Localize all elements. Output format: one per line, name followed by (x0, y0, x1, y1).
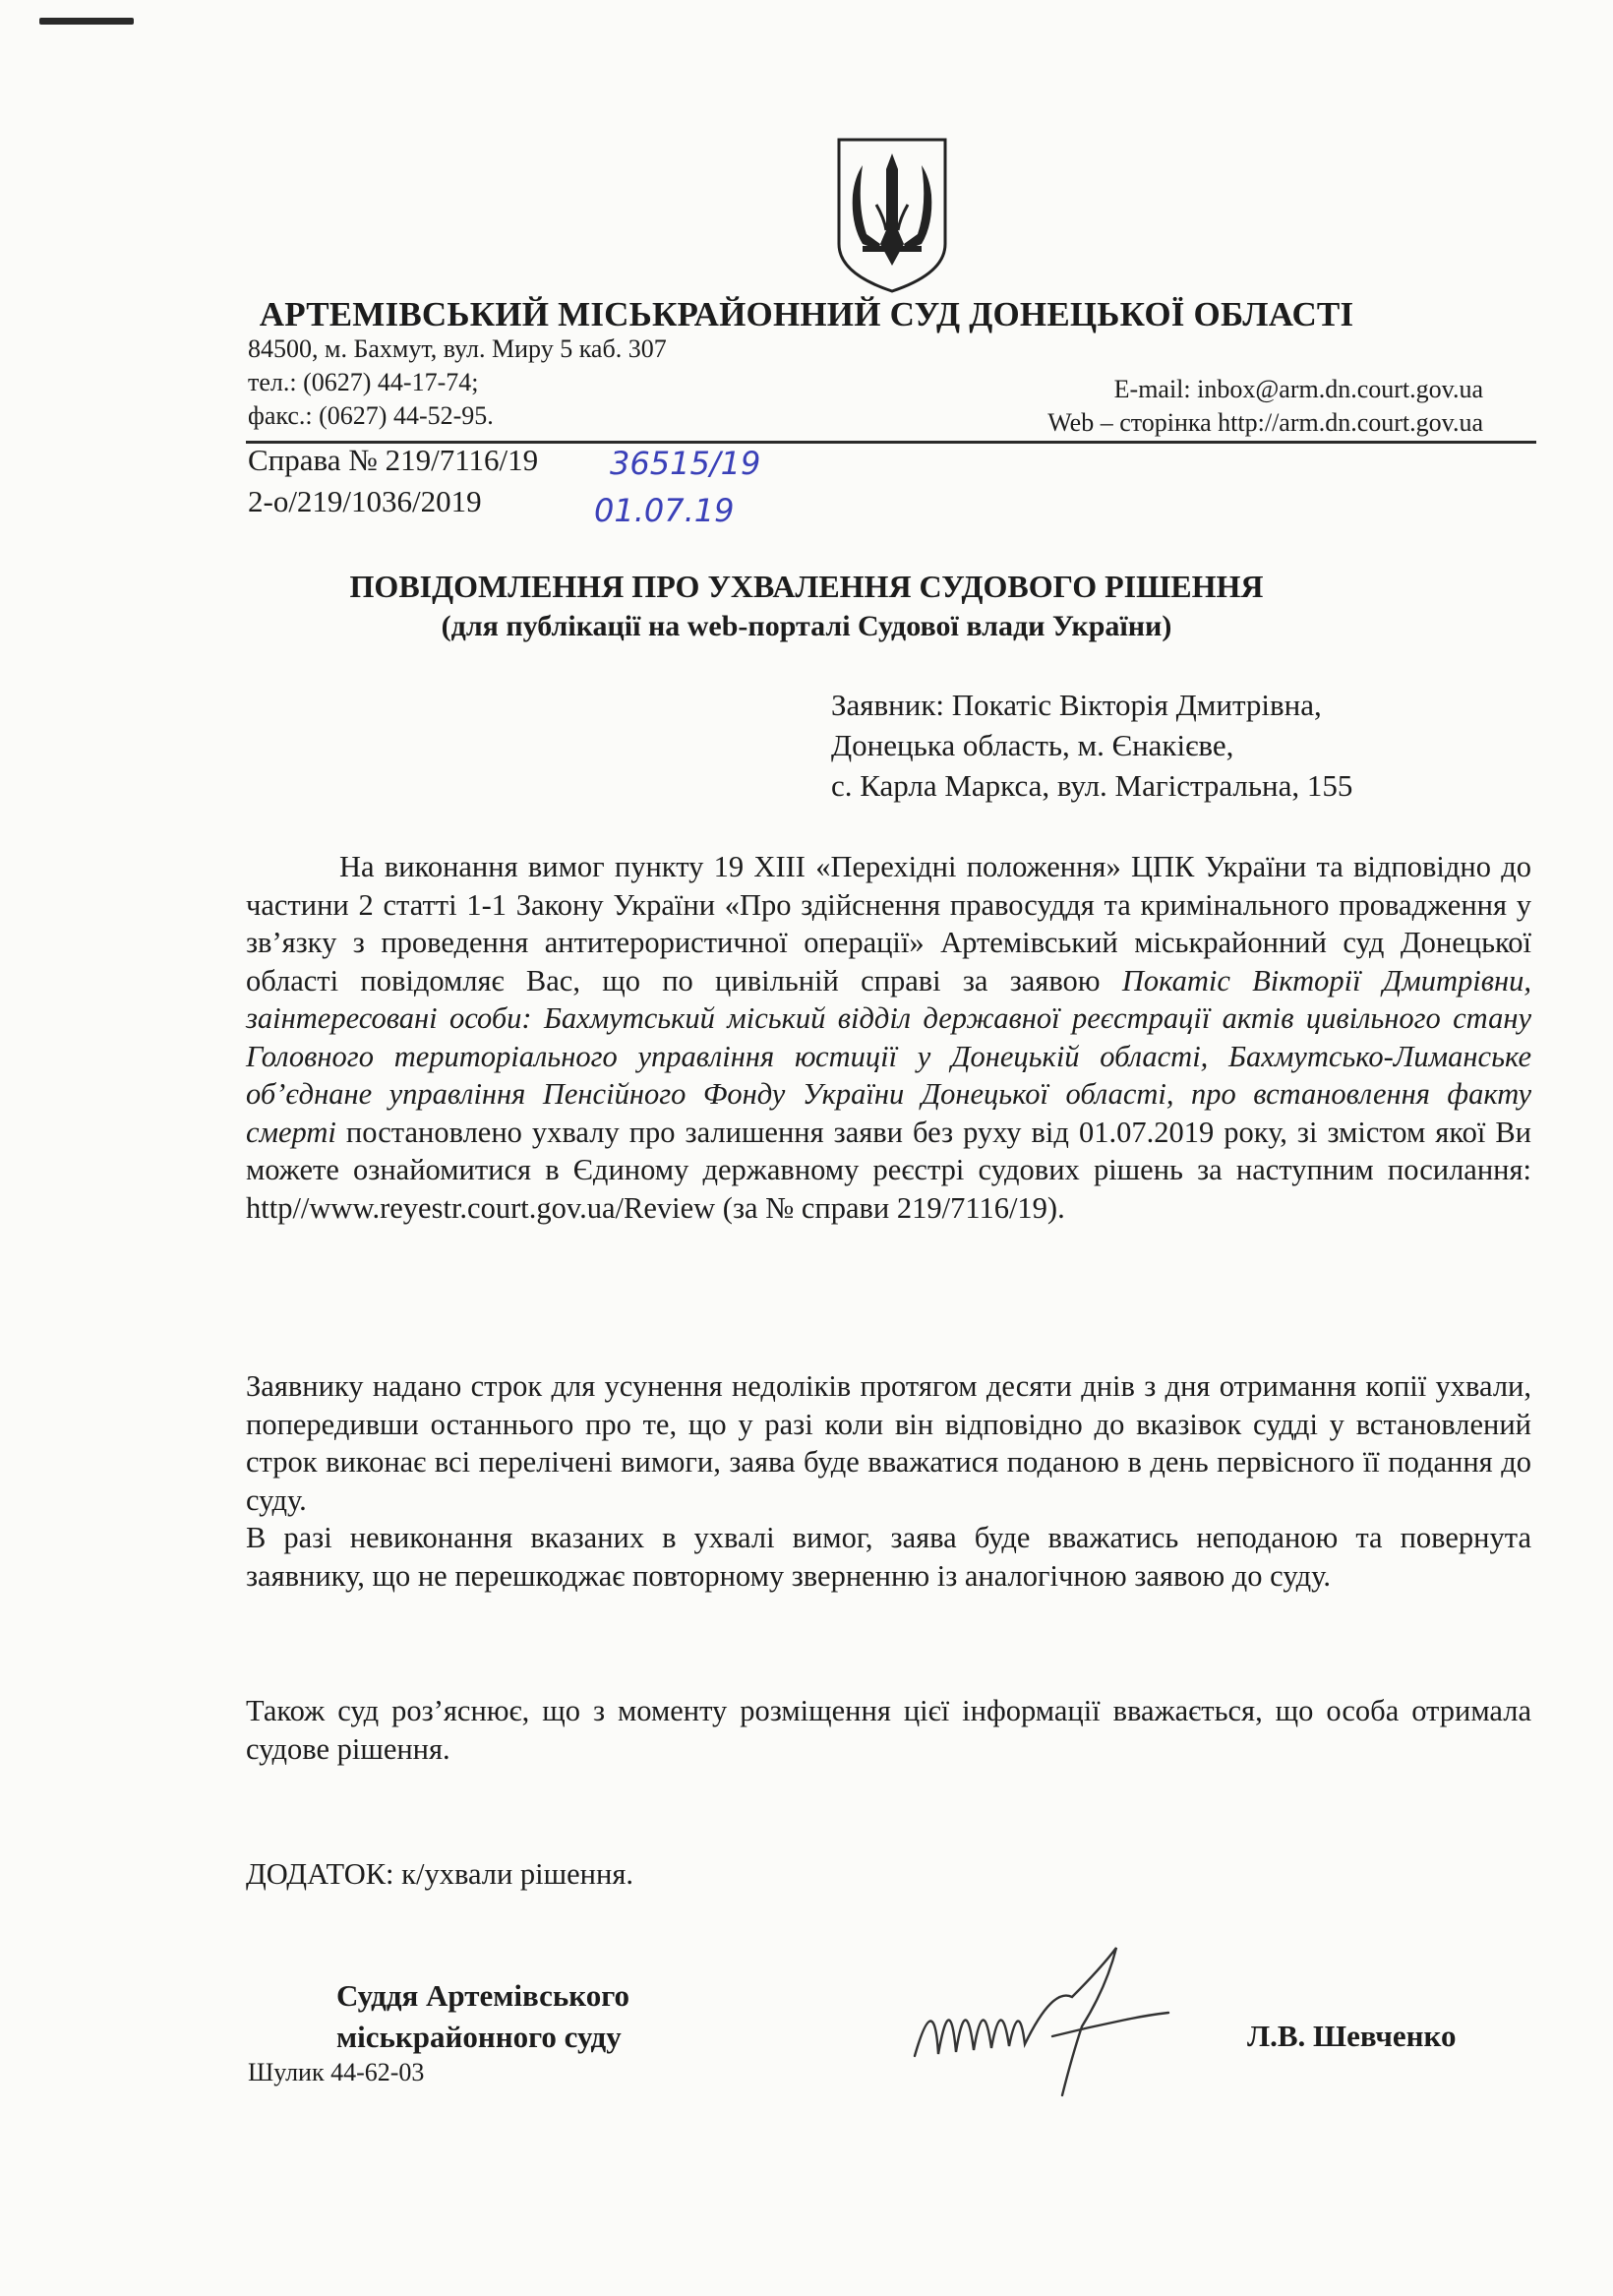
court-website: Web – сторінка http://arm.dn.court.gov.ua (1047, 408, 1483, 437)
body-paragraph-1 (246, 848, 1531, 1227)
body-paragraph-2 (246, 1367, 1531, 1595)
body-text: постановлено ухвалу про залишення заяви без руху від 01.07.2019 року, зі змістом якої Ви можете ознайомитися в Єдиному державному реєстрі судових рішень за наступним посилання: http//www.reyestr.court.gov.ua/Review (за № справи 219/7116/19). (246, 1115, 1531, 1225)
body-text: На виконання вимог пункту 19 ХIII «Перехідні положення» ЦПК України та відповідно до частини 2 статті 1-1 Закону України «Про здійснення правосуддя та кримінального провадження у зв’язку з проведення антитерористичної операції» Артемівський міськрайонний суд Донецької області повідомляє Вас, що по цивільній справі за заявою (246, 850, 1531, 997)
court-phone: тел.: (0627) 44-17-74; (248, 368, 479, 396)
applicant-address: с. Карла Маркса, вул. Магістральна, 155 (831, 768, 1353, 803)
judge-title-line-2: міськрайонного суду (336, 2020, 622, 2054)
notice-title: ПОВІДОМЛЕННЯ ПРО УХВАЛЕННЯ СУДОВОГО РІШЕННЯ (349, 569, 1264, 604)
attachment-line (246, 1855, 1531, 1894)
case-parties-text: Покатіс Вікторії Дмитрівни, заінтересовані особи: Бахмутський міський відділ державної реєстрації актів цивільного стану Головного територіального управління юстиції у Донецькій області, Бахмутсько-Лиманське об’єднане управління Пенсійного Фонду України Донецької області, про встановлення факту смерті (246, 963, 1531, 1149)
court-address: 84500, м. Бахмут, вул. Миру 5 каб. 307 (248, 334, 667, 363)
judge-name: Л.В. Шевченко (1247, 2019, 1457, 2053)
scan-mark (39, 18, 134, 25)
deadline-text: Заявнику надано строк для усунення недоліків протягом десяти днів з дня отримання копії ухвали, попередивши останнього про те, що у разі коли він відповідно до вказівок судді у встановлений строк виконає всі перелічені вимоги, заява буде вважатися поданою в день первісного її подання до суду. (246, 1369, 1531, 1517)
executor-contact: Шулик 44-62-03 (248, 2058, 425, 2086)
applicant-block (831, 685, 1352, 806)
applicant-name: Заявник: Покатіс Вікторія Дмитрівна, (831, 688, 1322, 722)
judge-title-line-1: Суддя Артемівського (336, 1978, 630, 2013)
clarification-text: Також суд роз’яснює, що з моменту розміщення цієї інформації вважається, що особа отримала судове рішення. (246, 1694, 1531, 1766)
attachment-text: ДОДАТОК: к/ухвали рішення. (246, 1857, 633, 1891)
judge-title (336, 1975, 629, 2058)
court-fax: факс.: (0627) 44-52-95. (248, 401, 494, 430)
consequence-text: В разі невиконання вказаних в ухвалі вимог, заява буде вважатись неподаною та повернута заявнику, що не перешкоджає повторному зверненню із аналогічною заявою до суду. (246, 1521, 1531, 1593)
handwritten-registration-number: 36515/19 (610, 445, 761, 482)
proceeding-number: 2-о/219/1036/2019 (248, 484, 482, 518)
applicant-region: Донецька область, м. Єнакієве, (831, 728, 1234, 762)
body-paragraph-3 (246, 1692, 1531, 1768)
handwritten-signature (905, 1928, 1200, 2105)
court-email: E-mail: inbox@arm.dn.court.gov.ua (1113, 375, 1483, 403)
notice-subtitle: (для публікації на web-порталі Судової влади України) (441, 610, 1172, 642)
court-name: АРТЕМІВСЬКИЙ МІСЬКРАЙОННИЙ СУД ДОНЕЦЬКОЇ ОБЛАСТІ (259, 295, 1354, 333)
coat-of-arms-icon (833, 136, 951, 295)
case-number: Справа № 219/7116/19 (248, 443, 539, 477)
handwritten-registration-date: 01.07.19 (594, 492, 735, 529)
